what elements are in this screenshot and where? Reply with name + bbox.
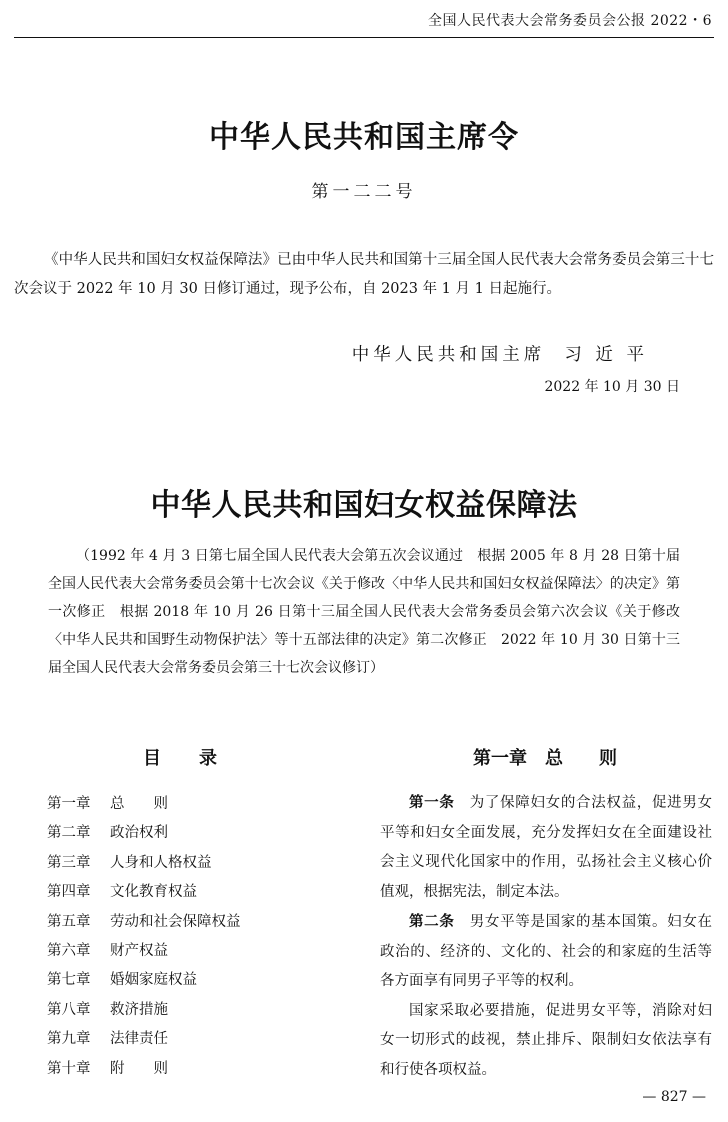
- article-text: 为了保障妇女的合法权益，促进男女平等和妇女全面发展，充分发挥妇女在全面建设社会主义现代化国家中的作用，弘扬社会主义核心价值观，根据宪法，制定本法。: [380, 795, 713, 900]
- toc-chapter-title: 总 则: [110, 796, 168, 812]
- chapter-heading: 第一章 总 则: [473, 748, 617, 769]
- toc-chapter-number: 第三章: [47, 854, 91, 871]
- toc-item: [47, 966, 241, 995]
- toc-chapter-title: 婚姻家庭权益: [110, 972, 197, 989]
- toc-chapter-number: 第二章: [47, 825, 91, 842]
- toc-chapter-number: 第六章: [47, 942, 91, 959]
- toc-chapter-number: 第一章: [47, 796, 91, 812]
- law-title: 中华人民共和国妇女权益保障法: [150, 488, 578, 523]
- toc-chapter-title: 人身和人格权益: [110, 854, 212, 871]
- toc-item: [47, 1055, 241, 1084]
- page-number: — 827 —: [642, 1089, 706, 1105]
- toc-heading: 目录: [143, 748, 255, 769]
- toc-chapter-title: 劳动和社会保障权益: [110, 913, 241, 930]
- toc-chapter-number: 第五章: [47, 913, 91, 930]
- toc-chapter-title: 财产权益: [110, 942, 168, 959]
- article-text: 国家采取必要措施，促进男女平等，消除对妇女一切形式的歧视，禁止排斥、限制妇女依法享有和行使各项权益。: [380, 1002, 712, 1078]
- toc-chapter-title: 救济措施: [110, 1001, 168, 1018]
- toc-item: [47, 790, 241, 819]
- toc-item: [47, 849, 241, 878]
- article-paragraph: [380, 907, 712, 997]
- chapter-body: [380, 788, 712, 1085]
- article-paragraph: [380, 788, 712, 907]
- order-title: 中华人民共和国主席令: [209, 120, 519, 155]
- article-label: 第二条: [409, 913, 455, 930]
- toc-item: [47, 908, 241, 937]
- toc-chapter-number: 第九章: [47, 1031, 91, 1048]
- article-label: 第一条: [409, 794, 455, 811]
- toc-item: [47, 878, 241, 907]
- toc-chapter-title: 文化教育权益: [110, 884, 197, 901]
- running-header: 全国人民代表大会常务委员会公报 2022・6: [428, 13, 712, 29]
- sign-date: 2022 年 10 月 30 日: [544, 379, 680, 395]
- signer-line: 中华人民共和国主席 习 近 平: [351, 345, 648, 365]
- toc-item: [47, 996, 241, 1025]
- toc-chapter-number: 第八章: [47, 1001, 91, 1018]
- article-paragraph: [380, 997, 712, 1086]
- toc-chapter-title: 政治权利: [110, 825, 168, 842]
- toc-chapter-number: 第四章: [47, 884, 91, 901]
- header-rule: [14, 37, 714, 38]
- toc-item: [47, 819, 241, 848]
- toc-item: [47, 1025, 241, 1054]
- toc-item: [47, 937, 241, 966]
- law-history-note: （1992 年 4 月 3 日第七届全国人民代表大会第五次会议通过 根据 2005 年 8 月 28 日第十届全国人民代表大会常务委员会第十七次会议《关于修改〈中华人民共和国妇女权益保障法〉的决定》第一次修正 根据 2018 年 10 月 26 日第十三届全国人民代表大会常务委员会第六次会议《关于修改〈中华人民共和国野生动物保护法〉等十五部法律的决定》第二次修正 2022 年 10 月 30 日第十三届全国人民代表大会常务委员会第三十七次会议修订）: [48, 548, 680, 676]
- toc-chapter-number: 第十章: [47, 1060, 91, 1077]
- table-of-contents: [47, 790, 241, 1084]
- order-announcement: 《中华人民共和国妇女权益保障法》已由中华人民共和国第十三届全国人民代表大会常务委员会第三十七次会议于 2022 年 10 月 30 日修订通过，现予公布，自 2023 年 1 月 1 日起施行。: [14, 252, 714, 297]
- toc-chapter-number: 第七章: [47, 972, 91, 989]
- order-number: 第一二二号: [311, 182, 417, 202]
- toc-chapter-title: 附 则: [110, 1060, 168, 1077]
- article-text: 男女平等是国家的基本国策。妇女在政治的、经济的、文化的、社会的和家庭的生活等各方面享有同男子平等的权利。: [380, 914, 713, 989]
- toc-chapter-title: 法律责任: [110, 1031, 168, 1048]
